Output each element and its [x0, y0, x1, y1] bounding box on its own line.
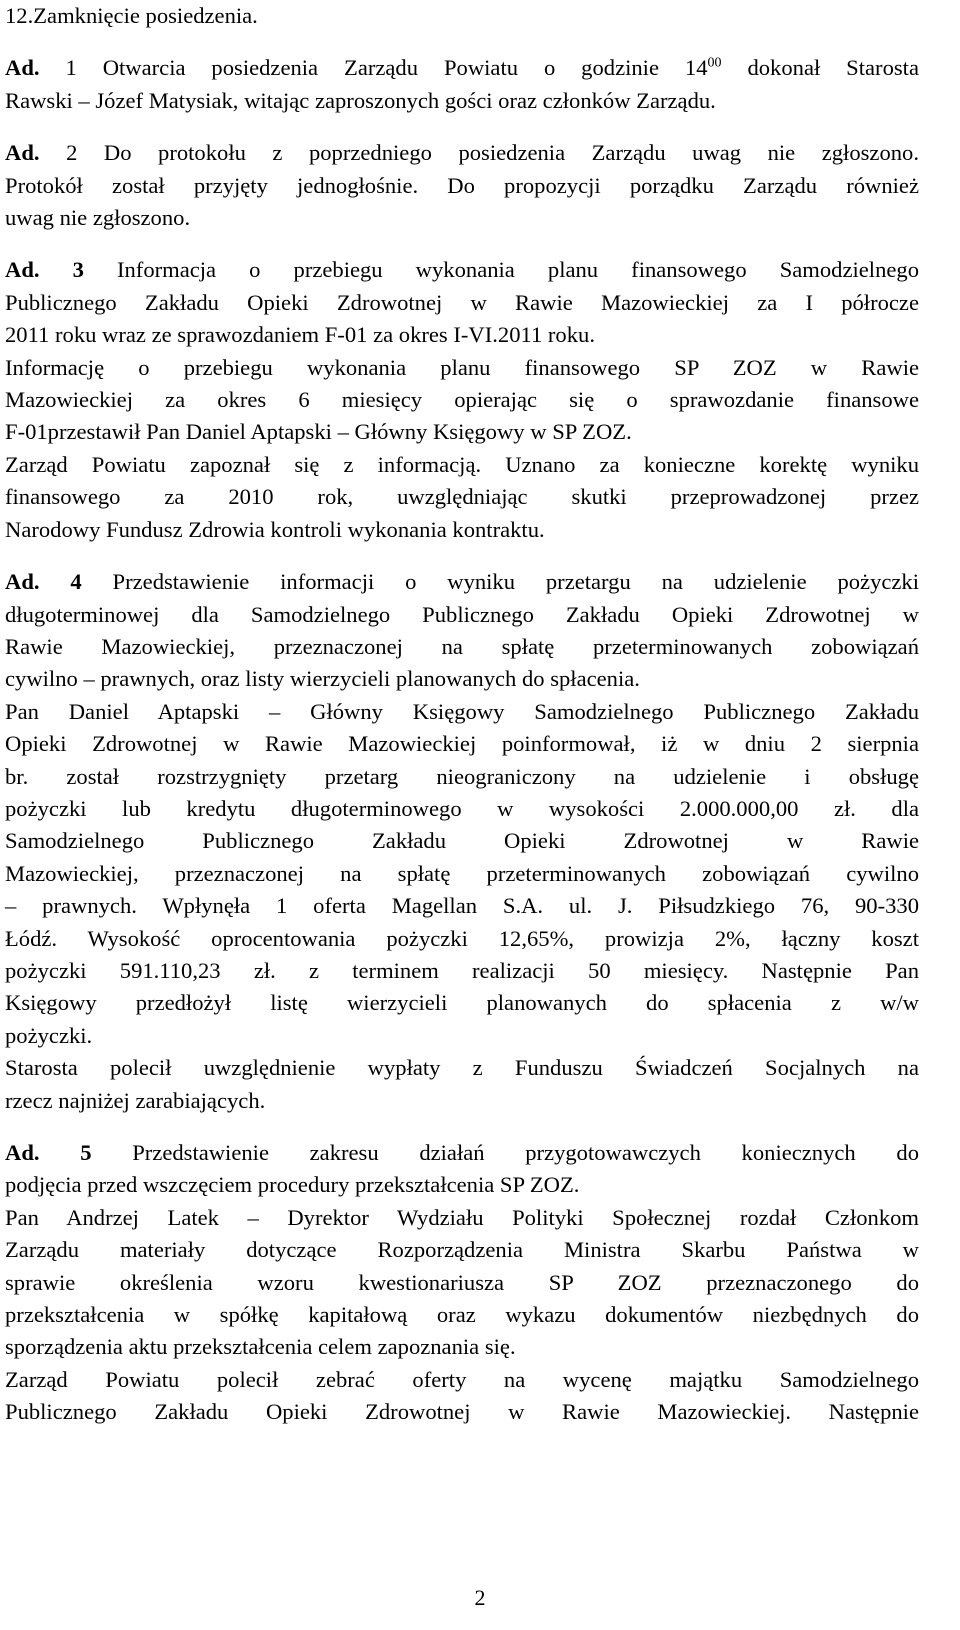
ad-3-body-line-2: Mazowieckiej za okres 6 miesięcy opierając się o sprawozdanie finansowe: [5, 387, 919, 413]
ad-5-title-line-1: Przedstawienie zakresu działań przygotowawczych koniecznych do: [132, 1140, 920, 1165]
ad-4-body-line-10: Księgowy przedłożył listę wierzycieli planowanych do spłacenia z w/w: [5, 990, 919, 1016]
ad-2-line-2: Protokół został przyjęty jednogłośnie. Do propozycji porządku Zarządu również: [5, 172, 919, 198]
ad-number: 5: [80, 1140, 92, 1165]
ad-number: 3: [72, 257, 84, 283]
section-ad-5: [5, 1137, 919, 1429]
ad-4-body2-line-1: Starosta polecił uwzględnienie wypłaty z Funduszu Świadczeń Socjalnych na: [5, 1055, 919, 1081]
ad-4-body-line-5: Samodzielnego Publicznego Zakładu Opieki Zdrowotnej w Rawie: [5, 828, 919, 854]
ad-4-body-line-4: pożyczki lub kredytu długoterminowego w wysokości 2.000.000,00 zł. dla: [5, 795, 919, 821]
agenda-item-12-text: 12.Zamknięcie posiedzenia.: [5, 3, 258, 28]
ad-4-body-line-11: pożyczki.: [5, 1022, 93, 1048]
ad-3-body-line-4: Zarząd Powiatu zapoznał się z informacją. Uznano za konieczne korektę wyniku: [5, 451, 919, 477]
ad-5-body-line-3: sprawie określenia wzoru kwestionariusza SP ZOZ przeznaczonego do: [5, 1269, 919, 1295]
ad-4-body2-line-2: rzecz najniżej zarabiających.: [5, 1087, 266, 1113]
ad-5-body2-line-2: Publicznego Zakładu Opieki Zdrowotnej w Rawie Mazowieckiej. Następnie: [5, 1399, 919, 1425]
ad-5-title-line-2: podjęcia przed wszczęciem procedury przekształcenia SP ZOZ.: [5, 1172, 580, 1198]
ad-5-body-line-5: sporządzenia aktu przekształcenia celem zapoznania się.: [5, 1334, 516, 1360]
ad-label: Ad.: [5, 257, 40, 283]
ad-number: 1: [65, 55, 77, 81]
ad-label: Ad.: [5, 55, 40, 81]
ad-4-body-line-2: Opieki Zdrowotnej w Rawie Mazowieckiej poinformował, iż w dniu 2 sierpnia: [5, 731, 919, 757]
ad-4-body-line-1: Pan Daniel Aptapski – Główny Księgowy Samodzielnego Publicznego Zakładu: [5, 698, 919, 724]
ad-1-line-1-end: dokonał Starosta: [747, 55, 919, 81]
section-ad-3: [5, 254, 919, 546]
ad-label: Ad.: [5, 1140, 40, 1165]
ad-number: 2: [66, 140, 78, 166]
ad-3-title-line-1: Informacja o przebiegu wykonania planu finansowego Samodzielnego: [116, 257, 919, 283]
ad-4-body-line-8: Łódź. Wysokość oprocentowania pożyczki 12,65%, prowizja 2%, łączny koszt: [5, 925, 919, 951]
ad-2-line-3: uwag nie zgłoszono.: [5, 205, 191, 231]
ad-4-body-line-7: – prawnych. Wpłynęła 1 oferta Magellan S.A. ul. J. Piłsudzkiego 76, 90-330: [5, 893, 919, 919]
ad-label: Ad.: [5, 140, 40, 166]
ad-3-body-line-3: F-01przestawił Pan Daniel Aptapski – Główny Księgowy w SP ZOZ.: [5, 419, 632, 445]
ad-5-body-line-1: Pan Andrzej Latek – Dyrektor Wydziału Polityki Społecznej rozdał Członkom: [5, 1204, 919, 1230]
ad-3-body-line-6: Narodowy Fundusz Zdrowia kontroli wykonania kontraktu.: [5, 516, 545, 542]
ad-3-title-line-3: 2011 roku wraz ze sprawozdaniem F-01 za okres I-VI.2011 roku.: [5, 322, 595, 348]
ad-4-body-line-3: br. został rozstrzygnięty przetarg nieograniczony na udzielenie i obsługę: [5, 763, 919, 789]
section-ad-2: [5, 137, 919, 234]
ad-1-line-1: Otwarcia posiedzenia Zarządu Powiatu o godzinie 14: [102, 55, 708, 81]
ad-label: Ad.: [5, 569, 40, 595]
ad-4-title-line-3: Rawie Mazowieckiej, przeznaczonej na spłatę przeterminowanych zobowiązań: [5, 633, 919, 659]
section-ad-1: [5, 52, 919, 117]
page-number: 2: [474, 1585, 486, 1610]
ad-3-body-line-5: finansowego za 2010 rok, uwzględniając skutki przeprowadzonej przez: [5, 484, 919, 510]
ad-4-title-line-4: cywilno – prawnych, oraz listy wierzycieli planowanych do spłacenia.: [5, 666, 640, 692]
ad-number: 4: [70, 569, 82, 595]
hour-superscript: 00: [707, 55, 722, 71]
ad-5-body-line-2: Zarządu materiały dotyczące Rozporządzenia Ministra Skarbu Państwa w: [5, 1237, 919, 1263]
ad-4-title-line-1: Przedstawienie informacji o wyniku przetargu na udzielenie pożyczki: [112, 569, 920, 595]
agenda-item-12: [5, 0, 919, 32]
ad-2-line-1: Do protokołu z poprzedniego posiedzenia Zarządu uwag nie zgłoszono.: [103, 140, 919, 166]
ad-5-body2-line-1: Zarząd Powiatu polecił zebrać oferty na wycenę majątku Samodzielnego: [5, 1366, 919, 1392]
ad-5-body-line-4: przekształcenia w spółkę kapitałową oraz wykazu dokumentów niezbędnych do: [5, 1302, 919, 1328]
ad-4-title-line-2: długoterminowej dla Samodzielnego Publicznego Zakładu Opieki Zdrowotnej w: [5, 601, 919, 627]
ad-1-line-2: Rawski – Józef Matysiak, witając zaproszonych gości oraz członków Zarządu.: [5, 87, 716, 113]
ad-3-title-line-2: Publicznego Zakładu Opieki Zdrowotnej w Rawie Mazowieckiej za I półrocze: [5, 289, 919, 315]
ad-3-body-line-1: Informację o przebiegu wykonania planu finansowego SP ZOZ w Rawie: [5, 354, 919, 380]
ad-4-body-line-9: pożyczki 591.110,23 zł. z terminem realizacji 50 miesięcy. Następnie Pan: [5, 957, 919, 983]
document-page: [5, 0, 919, 1429]
section-ad-4: [5, 566, 919, 1117]
ad-4-body-line-6: Mazowieckiej, przeznaczonej na spłatę przeterminowanych zobowiązań cywilno: [5, 860, 919, 886]
